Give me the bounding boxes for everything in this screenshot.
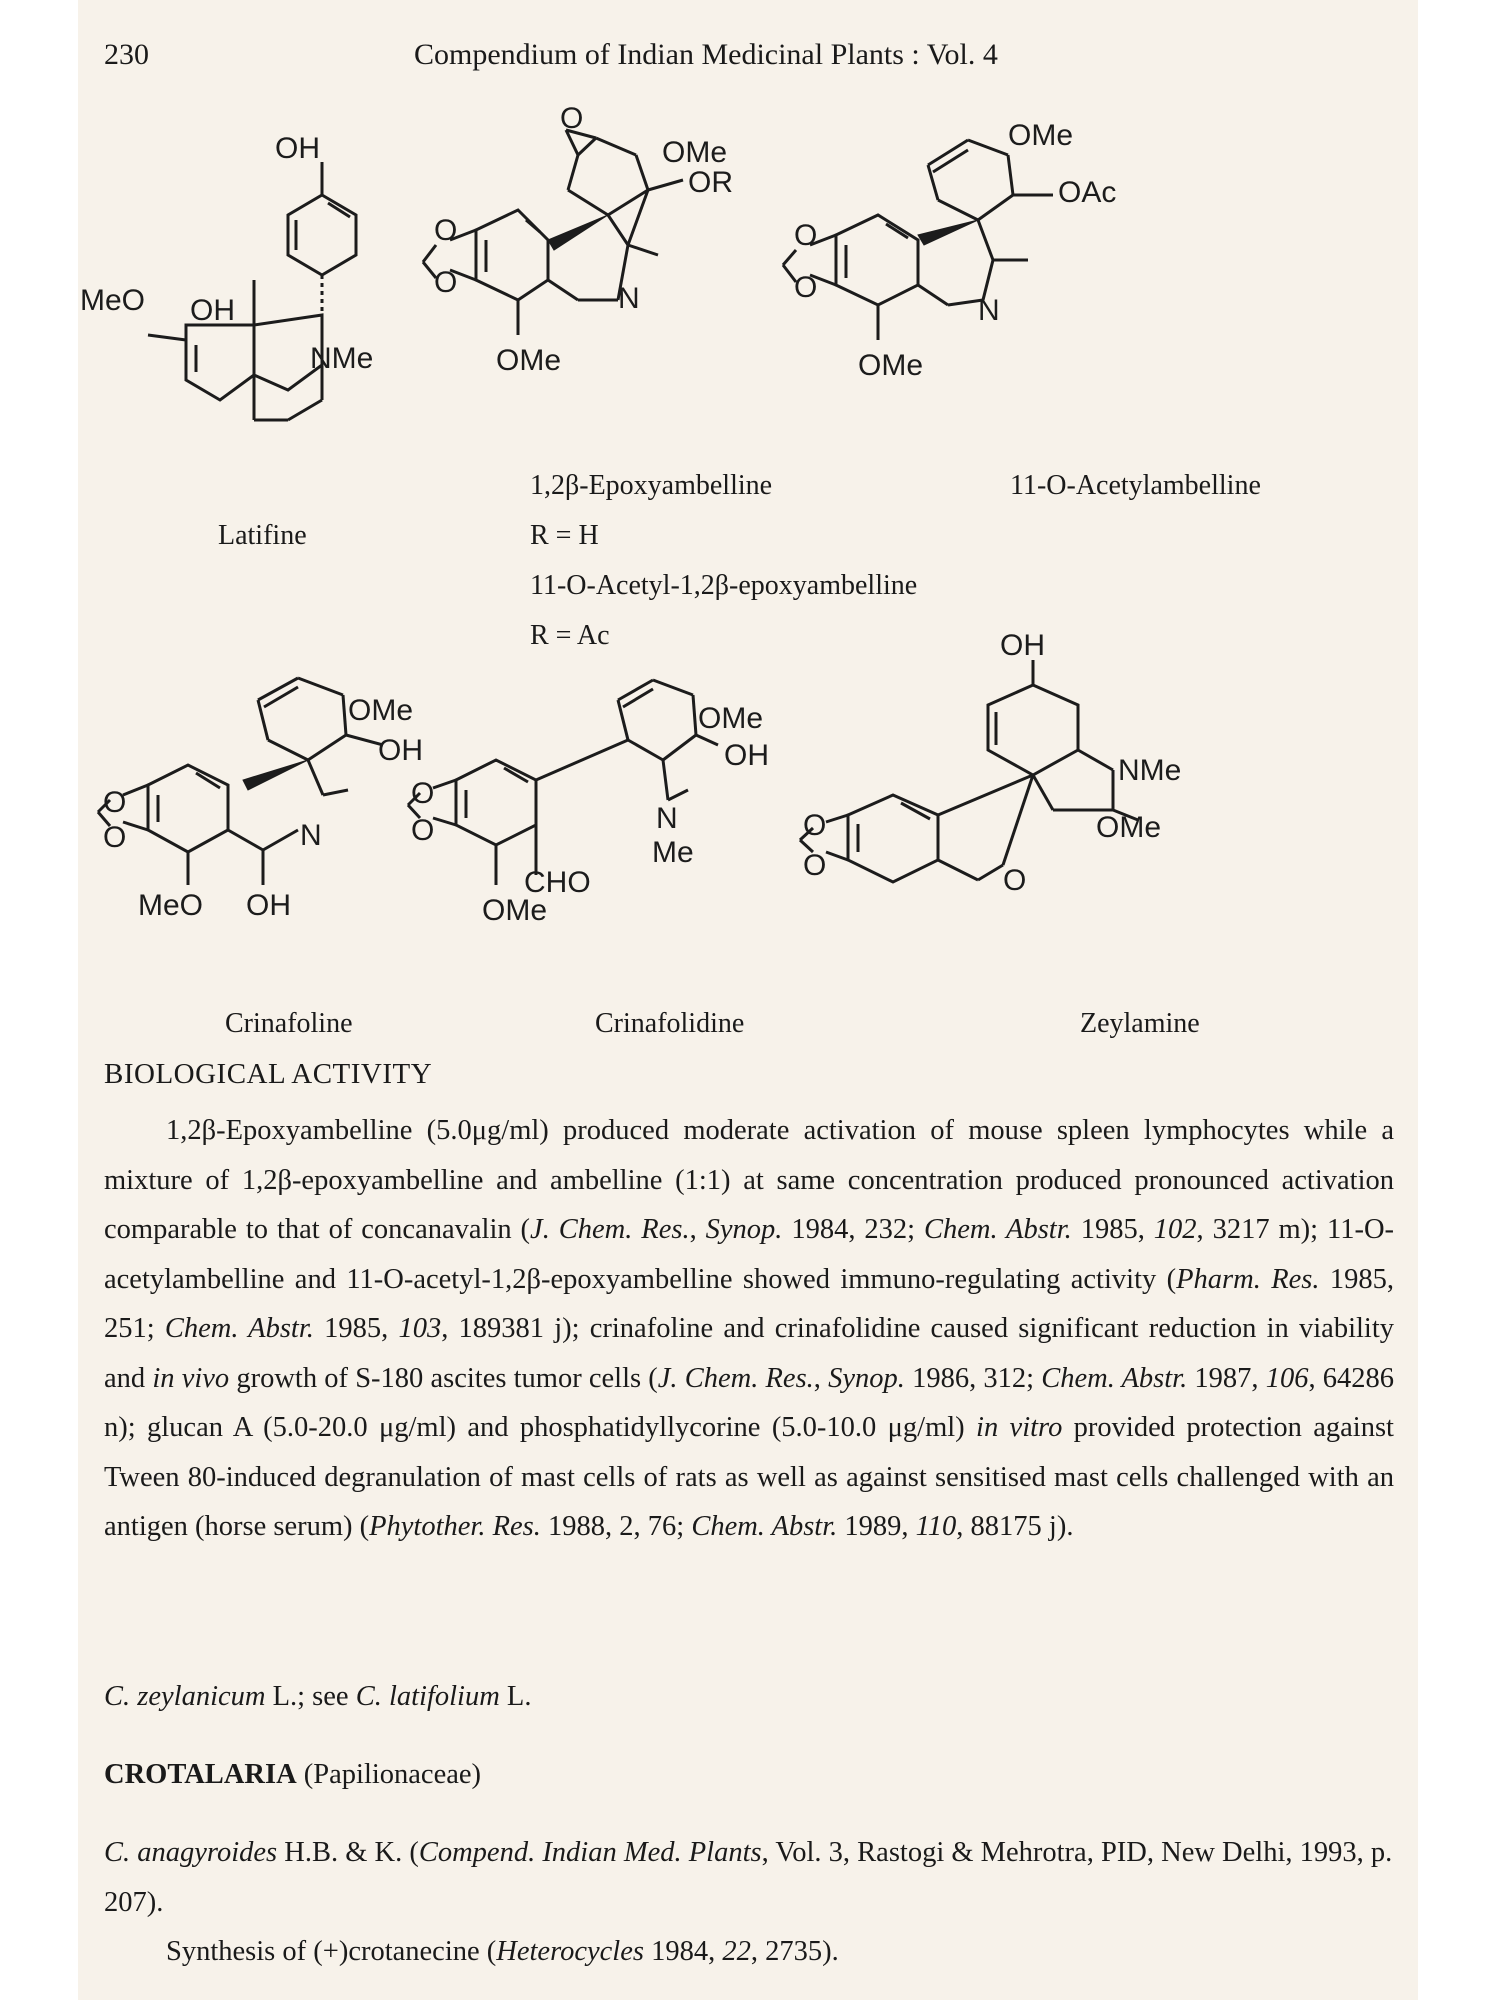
anagyroides-entry bbox=[104, 1828, 1394, 1977]
caption-crinafoline: Crinafoline bbox=[225, 1008, 353, 1039]
acetylambelline-structure bbox=[783, 140, 1053, 340]
caption-latifine: Latifine bbox=[218, 520, 307, 551]
crinafoline-meo: MeO bbox=[138, 889, 204, 922]
crinafolidine-ome: OMe bbox=[698, 702, 764, 735]
crinafoline-oh: OH bbox=[378, 734, 423, 767]
zeylamine-o2: O bbox=[803, 849, 827, 882]
acetyl-oac: OAc bbox=[1058, 176, 1117, 209]
biological-activity-heading: BIOLOGICAL ACTIVITY bbox=[104, 1058, 433, 1090]
crinafolidine-me: Me bbox=[652, 836, 694, 869]
caption-crinafolidine: Crinafolidine bbox=[595, 1008, 745, 1039]
crinafoline-n: N bbox=[300, 819, 322, 852]
epoxy-o1: O bbox=[434, 214, 458, 247]
epoxyambelline-structure bbox=[423, 130, 683, 335]
epoxy-o2: O bbox=[434, 266, 458, 299]
anagyroides-text: C. anagyroides H.B. & K. (Compend. Indian Med. Plants, Vol. 3, Rastogi & Mehrotra, PID, New Delhi, 1993, p. 207). bbox=[104, 1837, 1393, 1918]
crinafolidine-oh: OH bbox=[724, 739, 769, 772]
epoxy-ome-top: OMe bbox=[662, 136, 728, 169]
epoxy-or: OR bbox=[688, 166, 733, 199]
caption-zeylamine: Zeylamine bbox=[1080, 1008, 1200, 1039]
epoxy-o: O bbox=[560, 102, 584, 135]
zeylamine-o3: O bbox=[1003, 864, 1027, 897]
crinafolidine-o1: O bbox=[411, 777, 435, 810]
latifine-nme: NMe bbox=[310, 342, 374, 375]
biological-activity-body bbox=[104, 1106, 1394, 1552]
caption-acetylambelline: 11-O-Acetylambelline bbox=[1010, 470, 1261, 501]
crinafoline-oh-bot: OH bbox=[246, 889, 291, 922]
epoxy-ome-bot: OMe bbox=[496, 344, 562, 377]
page-header bbox=[104, 38, 1400, 78]
crinafoline-o2: O bbox=[103, 821, 127, 854]
zeylanicum-text: C. zeylanicum L.; see C. latifolium L. bbox=[104, 1681, 532, 1712]
epoxy-n: N bbox=[618, 282, 640, 315]
zeylamine-nme: NMe bbox=[1118, 754, 1182, 787]
caption-epoxyambelline: 1,2β-Epoxyambelline bbox=[530, 470, 773, 501]
biological-activity-paragraph: 1,2β-Epoxyambelline (5.0μg/ml) produced moderate activation of mouse spleen lymphocytes while a mixture of 1,2β-epoxyambelline and ambelline (1:1) at same concentration produced pronounced activation comparable to that of concanavalin (J. Chem. Res., Synop. 1984, 232; Chem. Abstr. 1985, 102, 3217 m); 11-O-acetylambelline and 11-O-acetyl-1,2β-epoxyambelline showed immuno-regulating activity (Pharm. Res. 1985, 251; Chem. Abstr. 1985, 103, 189381 j); crinafoline and crinafolidine caused significant reduction in viability and in vivo growth of S-180 ascites tumor cells (J. Chem. Res., Synop. 1986, 312; Chem. Abstr. 1987, 106, 64286 n); glucan A (5.0-20.0 μg/ml) and phosphatidyllycorine (5.0-10.0 μg/ml) in vitro provided protection against Tween 80-induced degranulation of mast cells of rats as well as against sensitised mast cells challenged with an antigen (horse serum) (Phytother. Res. 1988, 2, 76; Chem. Abstr. 1989, 110, 88175 j). bbox=[104, 1115, 1395, 1542]
crinafoline-o1: O bbox=[103, 786, 127, 819]
crotalaria-heading-text: CROTALARIA (Papilionaceae) bbox=[104, 1759, 482, 1790]
synthesis-text: Synthesis of (+)crotanecine (Heterocycles 1984, 22, 2735). bbox=[166, 1936, 839, 1967]
latifine-oh-top: OH bbox=[275, 132, 320, 165]
acetyl-o1: O bbox=[794, 219, 818, 252]
zeylamine-structure bbox=[800, 660, 1138, 882]
running-title: Compendium of Indian Medicinal Plants : Vol. 4 bbox=[414, 38, 998, 71]
latifine-structure bbox=[148, 162, 356, 420]
crinafolidine-cho: CHO bbox=[524, 866, 591, 899]
crinafoline-structure bbox=[98, 678, 383, 885]
caption-acetyl-epoxyambelline: 11-O-Acetyl-1,2β-epoxyambelline bbox=[530, 570, 918, 601]
crinafolidine-o2: O bbox=[411, 814, 435, 847]
acetyl-o2: O bbox=[794, 271, 818, 304]
crotalaria-heading bbox=[104, 1750, 1394, 1800]
crinafolidine-n: N bbox=[656, 802, 678, 835]
crinafoline-ome: OMe bbox=[348, 694, 414, 727]
latifine-meo: MeO bbox=[80, 284, 146, 317]
acetyl-ome-top: OMe bbox=[1008, 119, 1074, 152]
latifine-oh-mid: OH bbox=[190, 294, 235, 327]
zeylamine-oh: OH bbox=[1000, 629, 1045, 662]
crinafolidine-ome-bot: OMe bbox=[482, 894, 548, 927]
zeylanicum-entry bbox=[104, 1672, 1394, 1722]
zeylamine-o1: O bbox=[803, 809, 827, 842]
acetyl-ome-bot: OMe bbox=[858, 349, 924, 382]
page-number: 230 bbox=[104, 38, 149, 71]
acetyl-n: N bbox=[978, 294, 1000, 327]
zeylamine-ome: OMe bbox=[1096, 811, 1162, 844]
caption-epoxy-r-ac: R = Ac bbox=[530, 620, 610, 651]
caption-epoxy-r-h: R = H bbox=[530, 520, 599, 551]
